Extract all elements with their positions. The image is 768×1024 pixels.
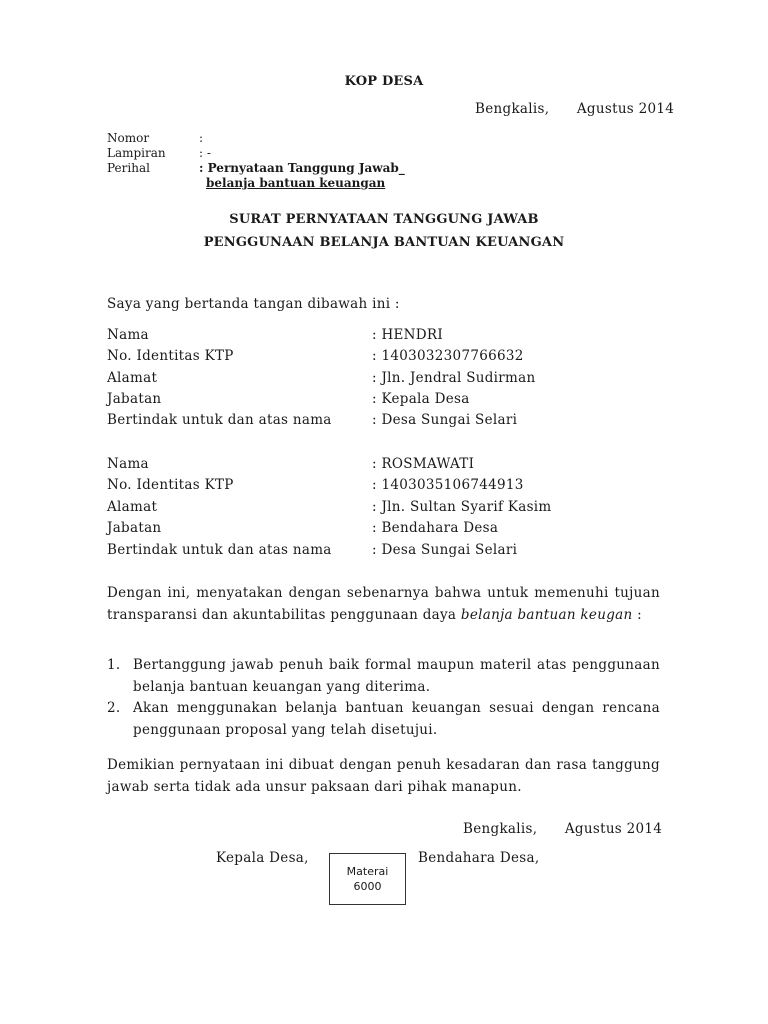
point-1-text: Bertanggung jawab penuh baik formal maupun materil atas penggunaan belanja bantuan keuangan yang diterima.	[133, 657, 660, 695]
place-date-top: Bengkalis, Agustus 2014	[475, 101, 675, 117]
statement-paragraph	[107, 583, 660, 626]
signer2-label-jabatan: Jabatan	[107, 520, 162, 536]
signer1-value-ktp: : 1403032307766632	[372, 348, 524, 364]
statement-italic: belanja bantuan keugan	[460, 606, 633, 623]
signer1-label-alamat: Alamat	[107, 370, 158, 386]
meta-label-lampiran: Lampiran	[107, 146, 166, 160]
meta-value-lampiran: : -	[199, 146, 211, 160]
kop-desa: KOP DESA	[344, 74, 424, 89]
signer2-label-alamat: Alamat	[107, 499, 158, 515]
signer1-label-ktp: No. Identitas KTP	[107, 348, 234, 364]
signer2-label-bertindak: Bertindak untuk dan atas nama	[107, 542, 332, 558]
signer2-value-nama: : ROSMAWATI	[372, 456, 475, 472]
signer2-value-ktp: : 1403035106744913	[372, 477, 524, 493]
meta-label-perihal: Perihal	[107, 161, 150, 175]
signer1-value-jabatan: : Kepala Desa	[372, 391, 470, 407]
right-signature-label: Bendahara Desa,	[418, 850, 540, 866]
signer2-value-alamat: : Jln. Sultan Syarif Kasim	[372, 499, 552, 515]
signer1-value-nama: : HENDRI	[372, 327, 444, 343]
signer1-label-nama: Nama	[107, 327, 149, 343]
statement-text: Dengan ini, menyatakan dengan sebenarnya bahwa untuk memenuhi tujuan transparansi dan akuntabilitas penggunaan daya	[107, 585, 660, 623]
left-signature-label: Kepala Desa,	[216, 850, 309, 866]
title-line-2: PENGGUNAAN BELANJA BANTUAN KEUANGAN	[203, 235, 565, 250]
point-2-text: Akan menggunakan belanja bantuan keuangan sesuai dengan rencana penggunaan proposal yang telah disetujui.	[133, 700, 660, 738]
title-line-1: SURAT PERNYATAAN TANGGUNG JAWAB	[229, 212, 539, 227]
stamp-line-1: Materai	[346, 865, 389, 878]
signer1-value-alamat: : Jln. Jendral Sudirman	[372, 370, 536, 386]
stamp-line-2: 6000	[353, 880, 382, 893]
point-1-number: 1.	[107, 657, 121, 673]
meta-label-nomor: Nomor	[107, 131, 150, 145]
signer2-value-bertindak: : Desa Sungai Selari	[372, 542, 518, 558]
signer2-label-ktp: No. Identitas KTP	[107, 477, 234, 493]
point-2-number: 2.	[107, 700, 121, 716]
place-date-bottom: Bengkalis, Agustus 2014	[463, 821, 663, 837]
meta-value-nomor: :	[199, 131, 204, 145]
signer1-label-jabatan: Jabatan	[107, 391, 162, 407]
materai-stamp-box	[329, 853, 406, 905]
signer2-label-nama: Nama	[107, 456, 149, 472]
meta-value-perihal-2: belanja bantuan keuangan	[206, 176, 386, 190]
statement-tail: :	[632, 606, 642, 623]
intro-text: Saya yang bertanda tangan dibawah ini :	[107, 296, 400, 312]
meta-value-perihal: : Pernyataan Tanggung Jawab_	[199, 161, 405, 175]
signer1-label-bertindak: Bertindak untuk dan atas nama	[107, 412, 332, 428]
signer2-value-jabatan: : Bendahara Desa	[372, 520, 499, 536]
closing-paragraph: Demikian pernyataan ini dibuat dengan penuh kesadaran dan rasa tanggung jawab serta tidak ada unsur paksaan dari pihak manapun.	[107, 757, 660, 795]
signer1-value-bertindak: : Desa Sungai Selari	[372, 412, 518, 428]
